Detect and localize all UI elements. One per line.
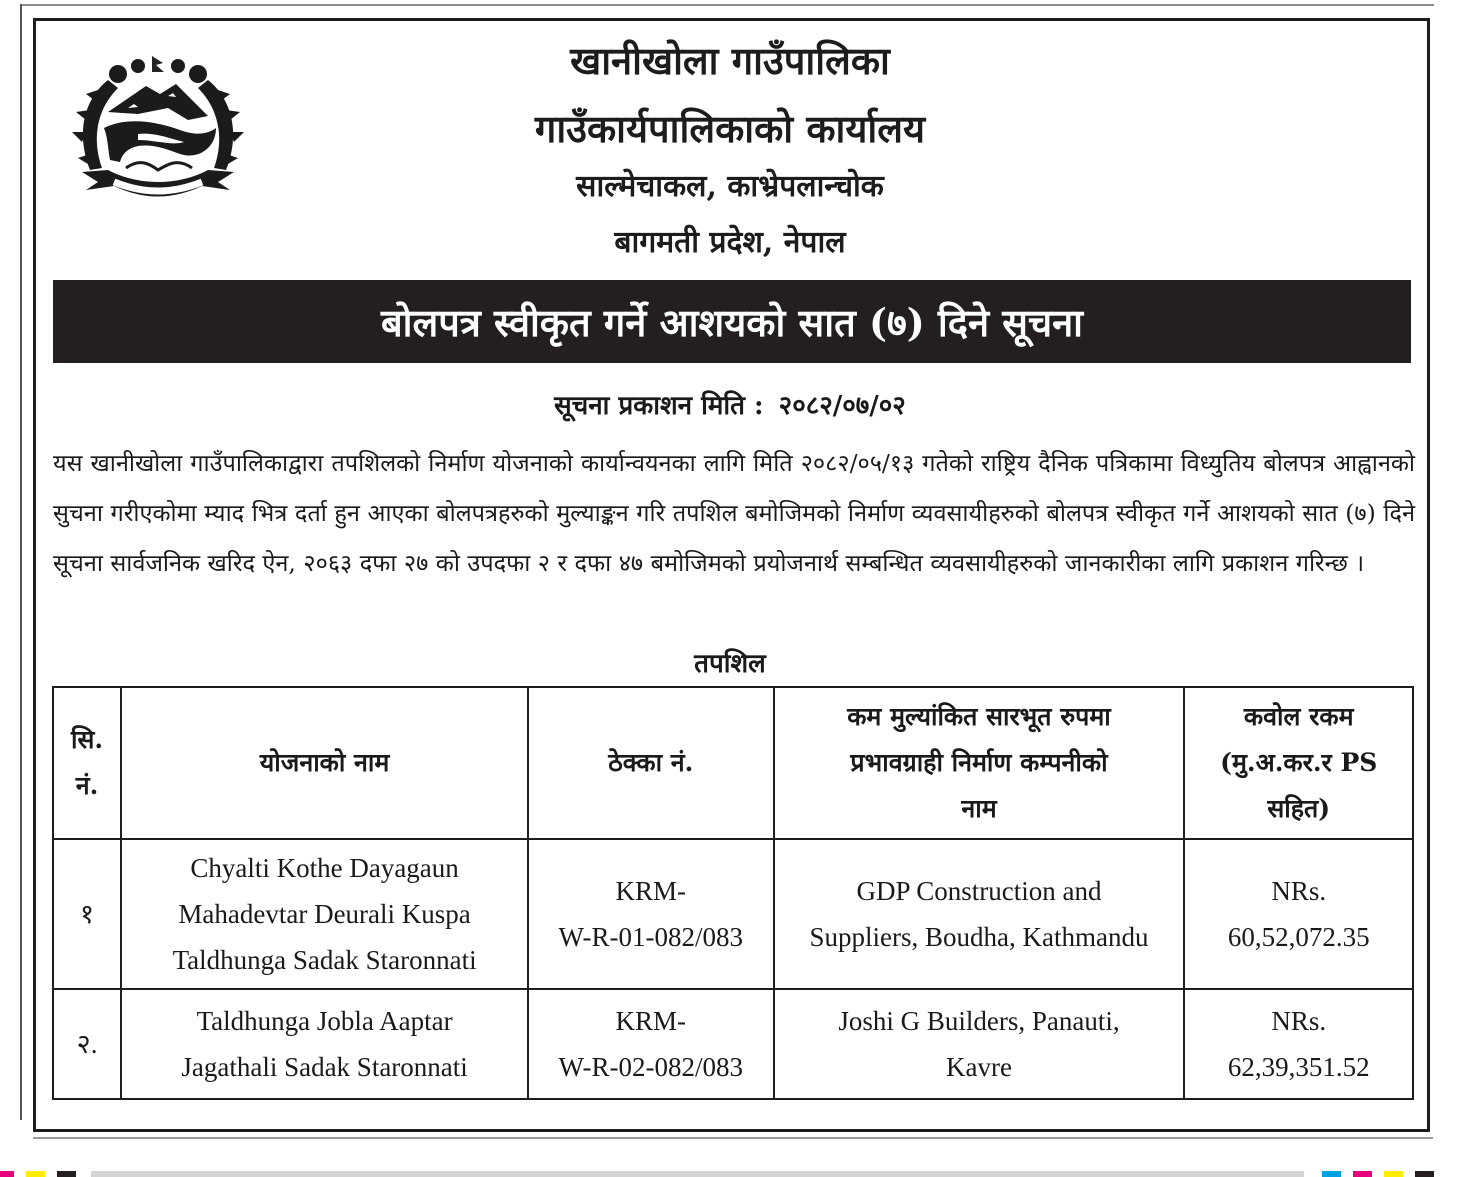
registration-mark-yellow: [26, 1171, 45, 1177]
table-row: [53, 989, 1413, 1099]
registration-mark-black: [1415, 1171, 1434, 1177]
bid-amount: NRs. 60,52,072.35: [1184, 839, 1413, 989]
header-project-name: योजनाको नाम: [121, 687, 528, 839]
registration-bar: [91, 1171, 1304, 1177]
header-contract-number: ठेक्का नं.: [528, 687, 774, 839]
serial-number: १: [53, 839, 121, 989]
municipality-name: खानीखोला गाउँपालिका: [570, 38, 890, 83]
office-name: गाउँकार्यपालिकाको कार्यालय: [534, 106, 926, 151]
bid-amount: NRs. 62,39,351.52: [1184, 989, 1413, 1099]
header-bid-amount: कवोल रकम (मु.अ.कर.र PS सहित): [1184, 687, 1413, 839]
registration-mark-cyan: [1322, 1171, 1341, 1177]
contract-number: KRM- W-R-01-082/083: [528, 839, 774, 989]
notice-title: बोलपत्र स्वीकृत गर्ने आशयको सात (७) दिने सूचना: [380, 299, 1084, 345]
registration-mark-black: [57, 1171, 76, 1177]
serial-number: २.: [53, 989, 121, 1099]
registration-mark-yellow: [1384, 1171, 1403, 1177]
contract-number: KRM- W-R-02-082/083: [528, 989, 774, 1099]
registration-mark-magenta: [1353, 1171, 1372, 1177]
publication-date-value: २०८२/०७/०२: [778, 391, 906, 421]
table-header-row: [53, 687, 1413, 839]
project-name: Taldhunga Jobla Aaptar Jagathali Sadak Staronnati: [121, 989, 528, 1099]
notice-body: यस खानीखोला गाउँपालिकाद्वारा तपशिलको निर्माण योजनाको कार्यान्वयनका लागि मिति २०८२/०५/१३ गतेको राष्ट्रिय दैनिक पत्रिकामा विध्युतिय बोलपत्र आह्वानको सुचना गरीएकोमा म्याद भित्र दर्ता हुन आएका बोलपत्रहरुको मुल्याङ्कन गरि तपशिल बमोजिमको निर्माण व्यवसायीहरुको बोलपत्र स्वीकृत गर्ने आशयको सात (७) दिने सूचना सार्वजनिक खरिद ऐन, २०६३ दफा २७ को उपदफा २ र दफा ४७ बमोजिमको प्रयोजनार्थ सम्बन्धित व्यवसायीहरुको जानकारीका लागि प्रकाशन गरिन्छ ।: [53, 449, 1415, 577]
notice-title-banner: [53, 280, 1411, 363]
header-company-name: कम मुल्यांकित सारभूत रुपमा प्रभावग्राही निर्माण कम्पनीको नाम: [774, 687, 1185, 839]
company-name: GDP Construction and Suppliers, Boudha, Kathmandu: [774, 839, 1185, 989]
contract-award-table: [52, 686, 1414, 1100]
bottom-rule: [33, 1137, 1433, 1139]
project-name: Chyalti Kothe Dayagaun Mahadevtar Deurali Kuspa Taldhunga Sadak Staronnati: [121, 839, 528, 989]
registration-mark-magenta: [0, 1171, 14, 1177]
table-row: [53, 839, 1413, 989]
province-country: बागमती प्रदेश, नेपाल: [614, 225, 846, 260]
publication-date-label: सूचना प्रकाशन मिति :: [554, 391, 764, 421]
office-address: साल्मेचाकल, काभ्रेपलान्चोक: [576, 169, 884, 204]
company-name: Joshi G Builders, Panauti, Kavre: [774, 989, 1185, 1099]
table-caption: तपशिल: [694, 649, 766, 679]
publication-date-line: [0, 386, 1460, 422]
header-serial-number: सि. नं.: [53, 687, 121, 839]
top-rule: [20, 4, 1434, 6]
